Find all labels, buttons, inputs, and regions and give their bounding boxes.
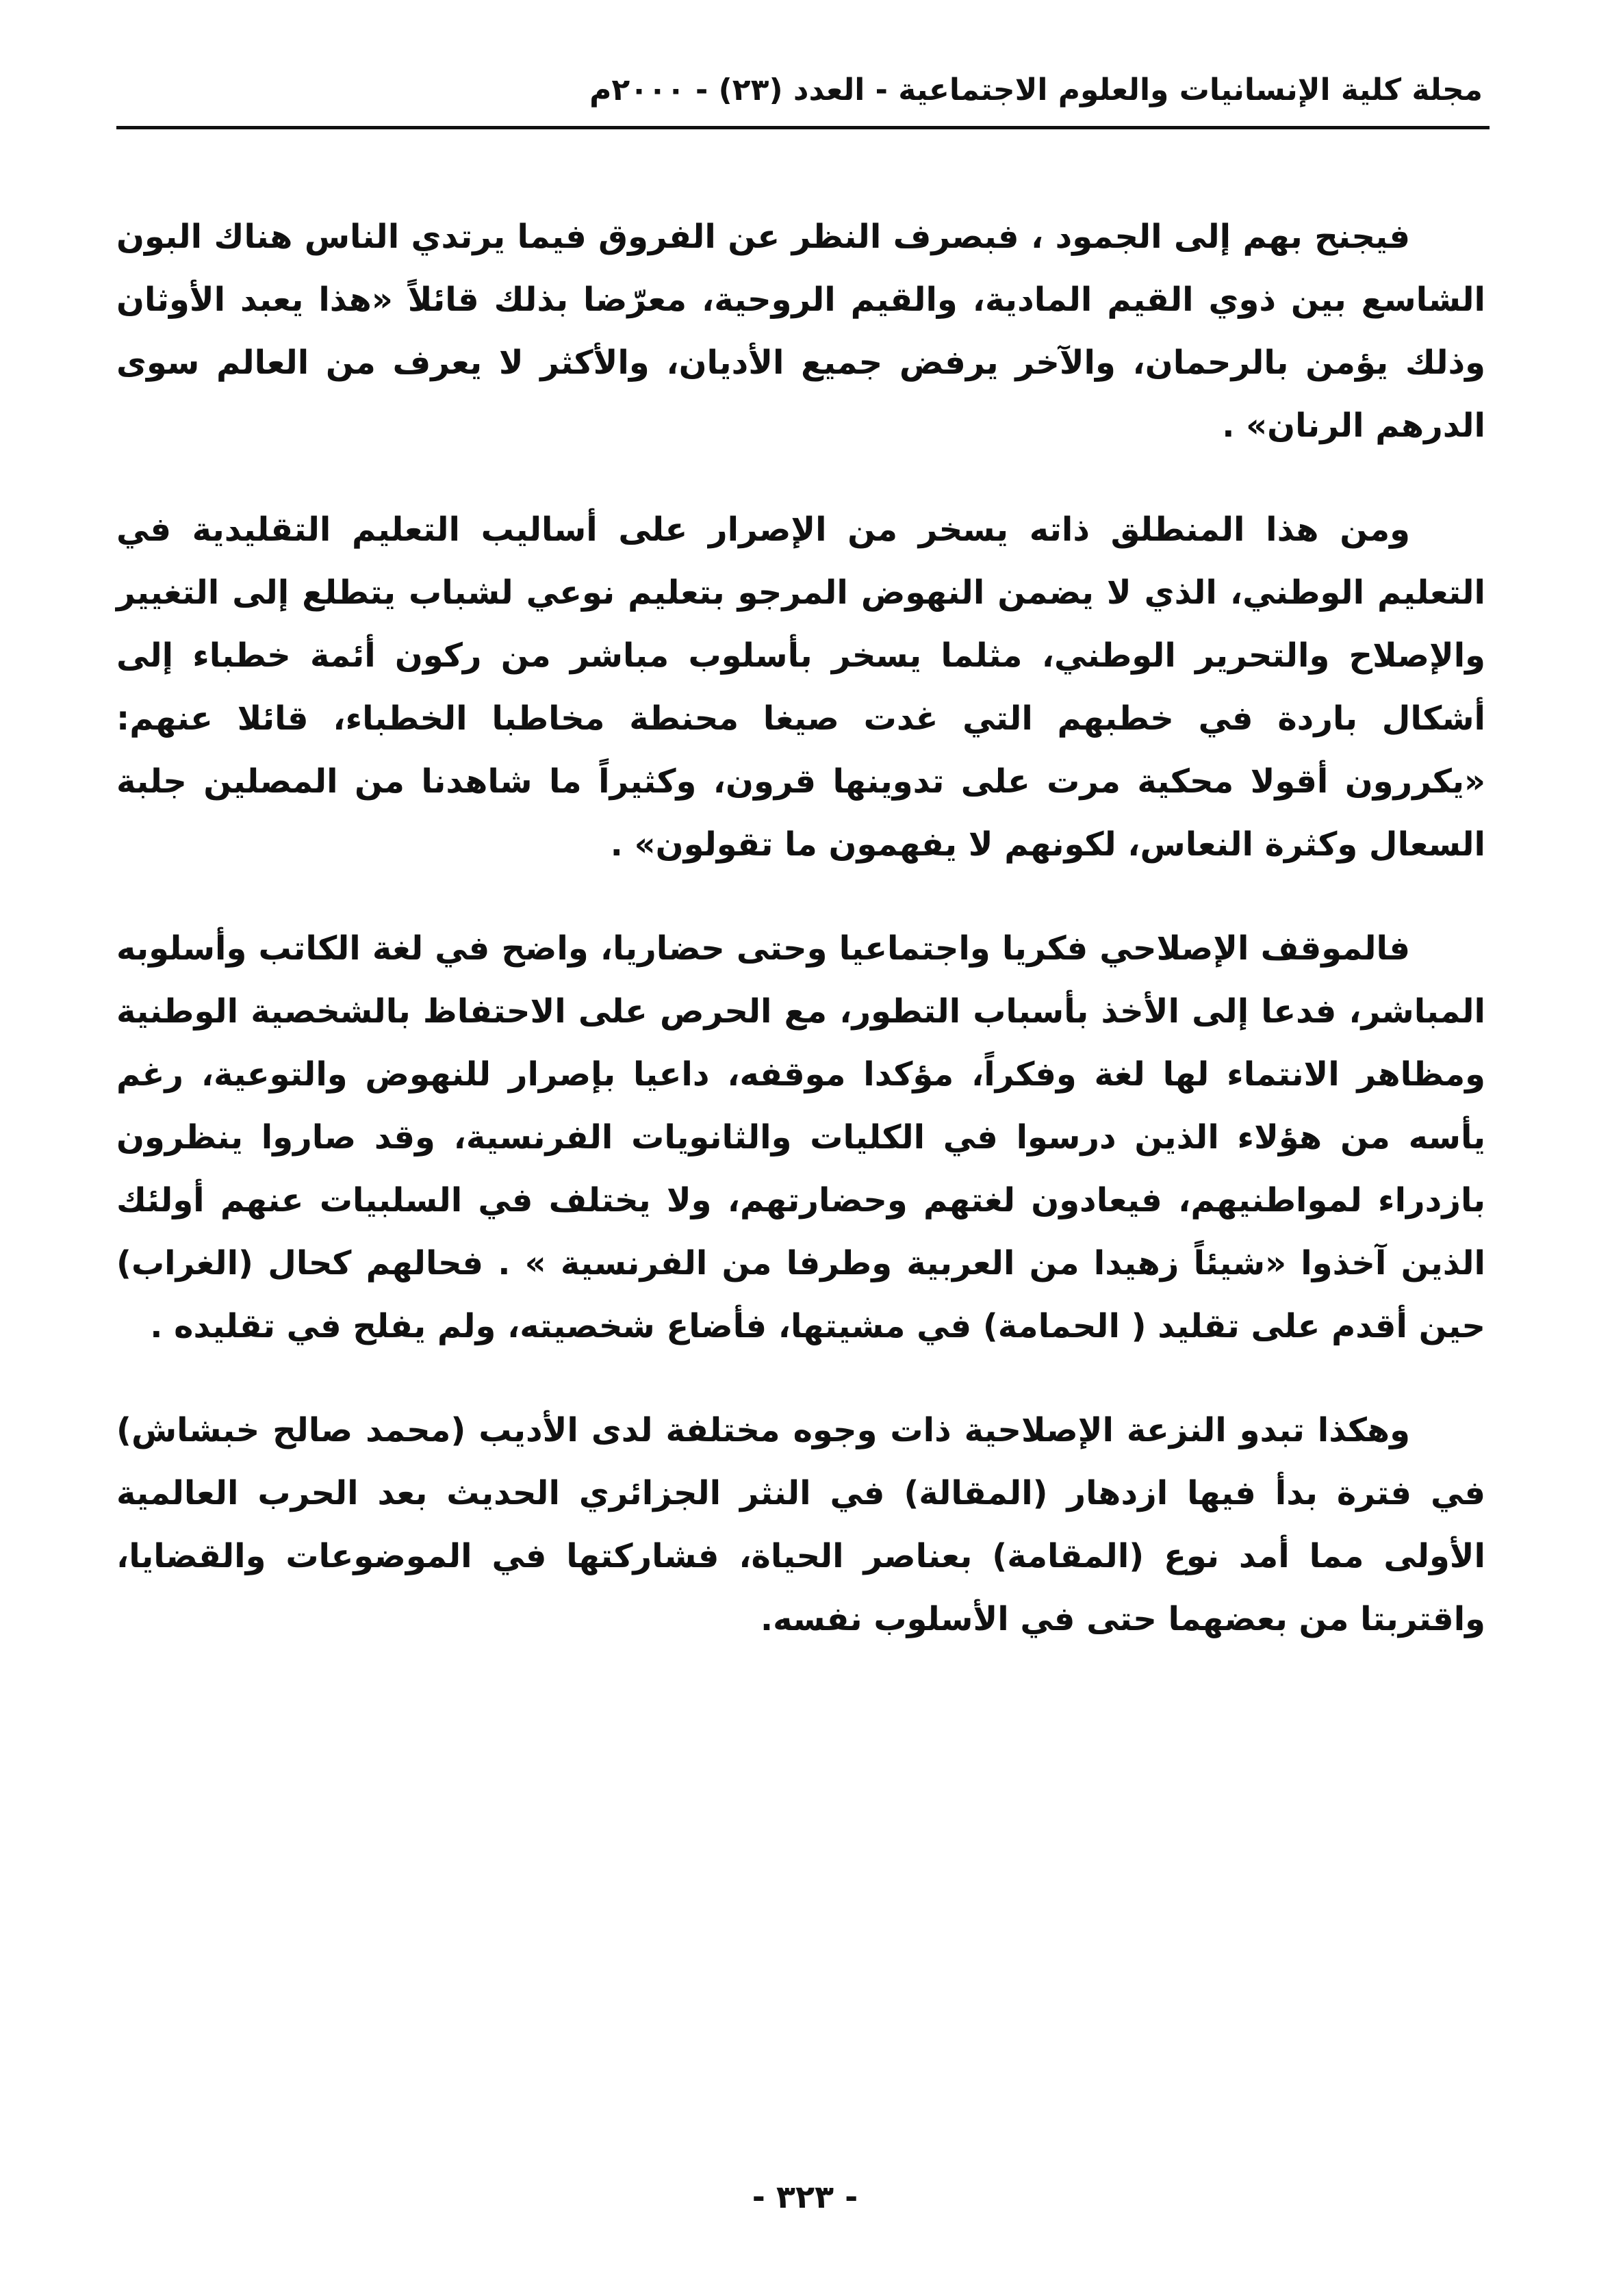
journal-title: مجلة كلية الإنسانيات والعلوم الاجتماعية - العدد (٢٣) - ٢٠٠٠م	[589, 73, 1483, 107]
page-number: - ٣٢٣ -	[752, 2178, 858, 2215]
paragraph-2: ومن هذا المنطلق ذاته يسخر من الإصرار على أساليب التعليم التقليدية في التعليم الوطني، الذي لا يضمن النهوض المرجو بتعليم نوعي لشباب يتطلع إلى التغيير والإصلاح والتحرير الوطني، مثلما يسخر بأسلوب مباشر من ركون أئمة خطباء إلى أشكال باردة في خطبهم التي غدت صيغا محنطة مخاطبا الخطباء، قائلا عنهم: «يكررون أقولا محكية مرت على تدوينها قرون، وكثيراً ما شاهدنا من المصلين جلبة السعال وكثرة النعاس، لكونهم لا يفهمون ما تقولون» .	[116, 511, 1485, 864]
paragraph-4: وهكذا تبدو النزعة الإصلاحية ذات وجوه مختلفة لدى الأديب (محمد صالح خبشاش) في فترة بدأ فيها ازدهار (المقالة) في النثر الجزائري الحديث بعد الحرب العالمية الأولى مما أمد نوع (المقامة) بعناصر الحياة، فشاركتها في الموضوعات والقضايا، واقتربتا من بعضهما حتى في الأسلوب نفسه.	[116, 1411, 1485, 1638]
paragraph-3: فالموقف الإصلاحي فكريا واجتماعيا وحتى حضاريا، واضح في لغة الكاتب وأسلوبه المباشر، فدعا إلى الأخذ بأسباب التطور، مع الحرص على الاحتفاظ بالشخصية الوطنية ومظاهر الانتماء لها لغة وفكراً، مؤكدا موقفه، داعيا بإصرار للنهوض والتوعية، رغم يأسه من هؤلاء الذين درسوا في الكليات والثانويات الفرنسية، وقد صاروا ينظرون بازدراء لمواطنيهم، فيعادون لغتهم وحضارتهم، ولا يختلف في السلبيات عنهم أولئك الذين آخذوا «شيئاً زهيدا من العربية وطرفا من الفرنسية » . فحالهم كحال (الغراب) حين أقدم على تقليد ( الحمامة) في مشيتها، فأضاع شخصيته، ولم يفلح في تقليده .	[116, 929, 1485, 1345]
paragraph-1: فيجنح بهم إلى الجمود ، فبصرف النظر عن الفروق فيما يرتدي الناس هناك البون الشاسع بين ذوي القيم المادية، والقيم الروحية، معرّضا بذلك قائلاً «هذا يعبد الأوثان وذلك يؤمن بالرحمان، والآخر يرفض جميع الأديان، والأكثر لا يعرف من العالم سوى الدرهم الرنان» .	[116, 218, 1485, 445]
running-header	[116, 63, 1490, 145]
header-divider	[116, 126, 1490, 129]
article-body	[116, 205, 1485, 1651]
